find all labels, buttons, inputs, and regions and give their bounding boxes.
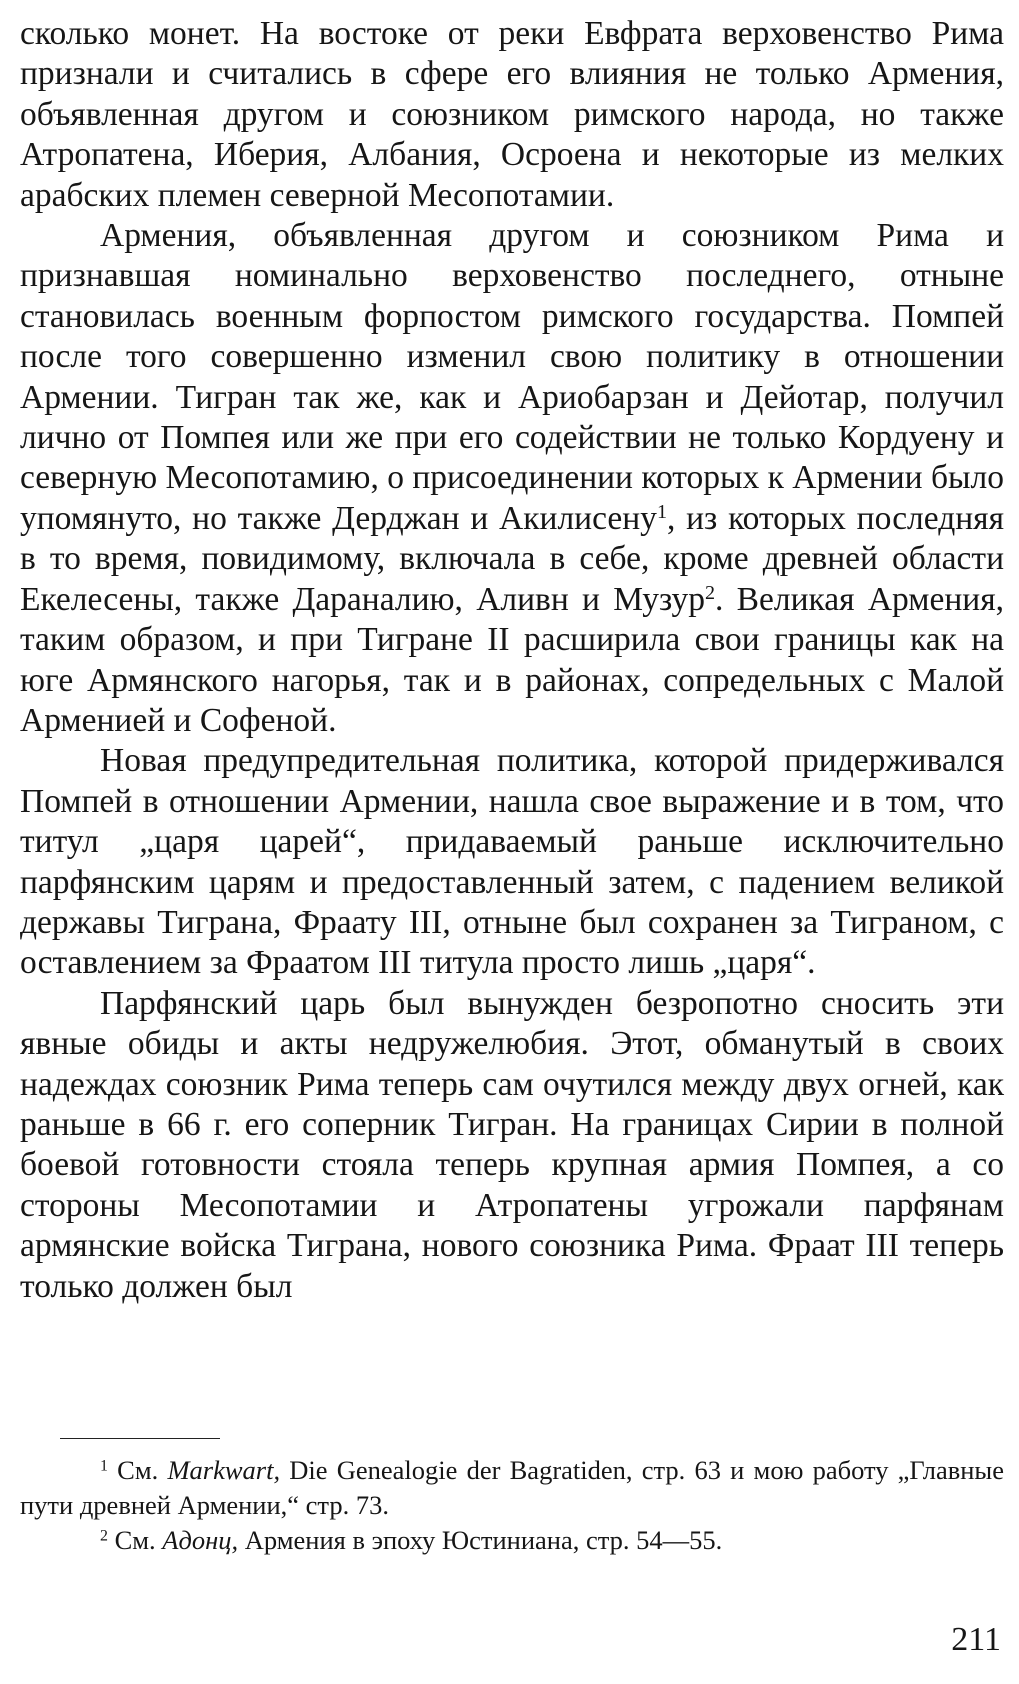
footnote-1-author: Markwart, xyxy=(167,1455,281,1485)
footnote-2 xyxy=(20,1523,1004,1558)
paragraph-1: сколько монет. На востоке от реки Евфрата верховенство Рима признали и считались в сфере его влияния не только Армения, объявленная другом и союзником римского народа, но также Атропатена, Иберия, Албания, Осроена и некоторые из мелких арабских племен северной Месопотамии. xyxy=(20,15,1004,214)
paragraph-2-text-c: . Великая Армения, таким образом, и при Тигране II расширила свои границы как на юге Армянского нагорья, так и в районах, сопредельных с Малой Арменией и Софеной. xyxy=(20,580,1004,739)
footnote-1-prefix: См. xyxy=(117,1455,159,1485)
footnote-ref-2[interactable]: 2 xyxy=(704,581,716,604)
footnote-2-marker: 2 xyxy=(100,1527,108,1545)
footnotes-section xyxy=(20,1438,1004,1558)
footnote-1 xyxy=(20,1453,1004,1523)
footnote-1-text: Die Genealogie der Bagratiden, стр. 63 и мою работу „Главные пути древней Армении,“ стр. 73. xyxy=(20,1455,1004,1520)
footnote-divider xyxy=(60,1438,220,1439)
footnote-2-text: Армения в эпоху Юстиниана, стр. 54—55. xyxy=(244,1525,723,1555)
footnote-2-author: Адонц, xyxy=(162,1525,239,1555)
footnote-1-marker: 1 xyxy=(100,1457,108,1475)
footnote-2-prefix: См. xyxy=(114,1525,156,1555)
paragraph-2-text-a: Армения, объявленная другом и союзником Рима и признавшая номинально верховенство последнего, отныне становилась военным форпостом римского государства. Помпей после того совершенно изменил свою политику в отношении Армении. Тигран так же, как и Ариобарзан и Дейотар, получил лично от Помпея или же при его содействии не только Кордуену и северную Месопотамию, о присоединении которых к Армении было упомянуто, но также Дерджан и Акилисену xyxy=(20,217,1004,537)
paragraph-4: Парфянский царь был вынужден безропотно сносить эти явные обиды и акты недружелюбия. Этот, обманутый в своих надеждах союзник Рима теперь сам очутился между двух огней, как раньше в 66 г. его соперник Тигран. На границах Сирии в полной боевой готовности стояла теперь крупная армия Помпея, а со стороны Месопотамии и Атропатены угрожали парфянам армянские войска Тиграна, нового союзника Рима. Фраат III теперь только должен был xyxy=(20,984,1004,1305)
paragraph-2 xyxy=(20,216,1004,741)
page-number: 211 xyxy=(951,1621,1001,1658)
paragraph-2-text-b: , из которых последняя в то время, повидимому, включала в себе, кроме древней области Екелесены, также Дараналию, Аливн и Музур xyxy=(20,499,1004,618)
page-body xyxy=(20,14,1004,1307)
footnote-ref-1[interactable]: 1 xyxy=(656,500,667,523)
paragraph-3: Новая предупредительная политика, которой придерживался Помпей в отношении Армении, нашла свое выражение и в том, что титул „царя царей“, придаваемый раньше исключительно парфянским царям и предоставленный затем, с падением великой державы Тиграна, Фраату III, отныне был сохранен за Тиграном, с оставлением за Фраатом III титула просто лишь „царя“. xyxy=(20,742,1004,982)
